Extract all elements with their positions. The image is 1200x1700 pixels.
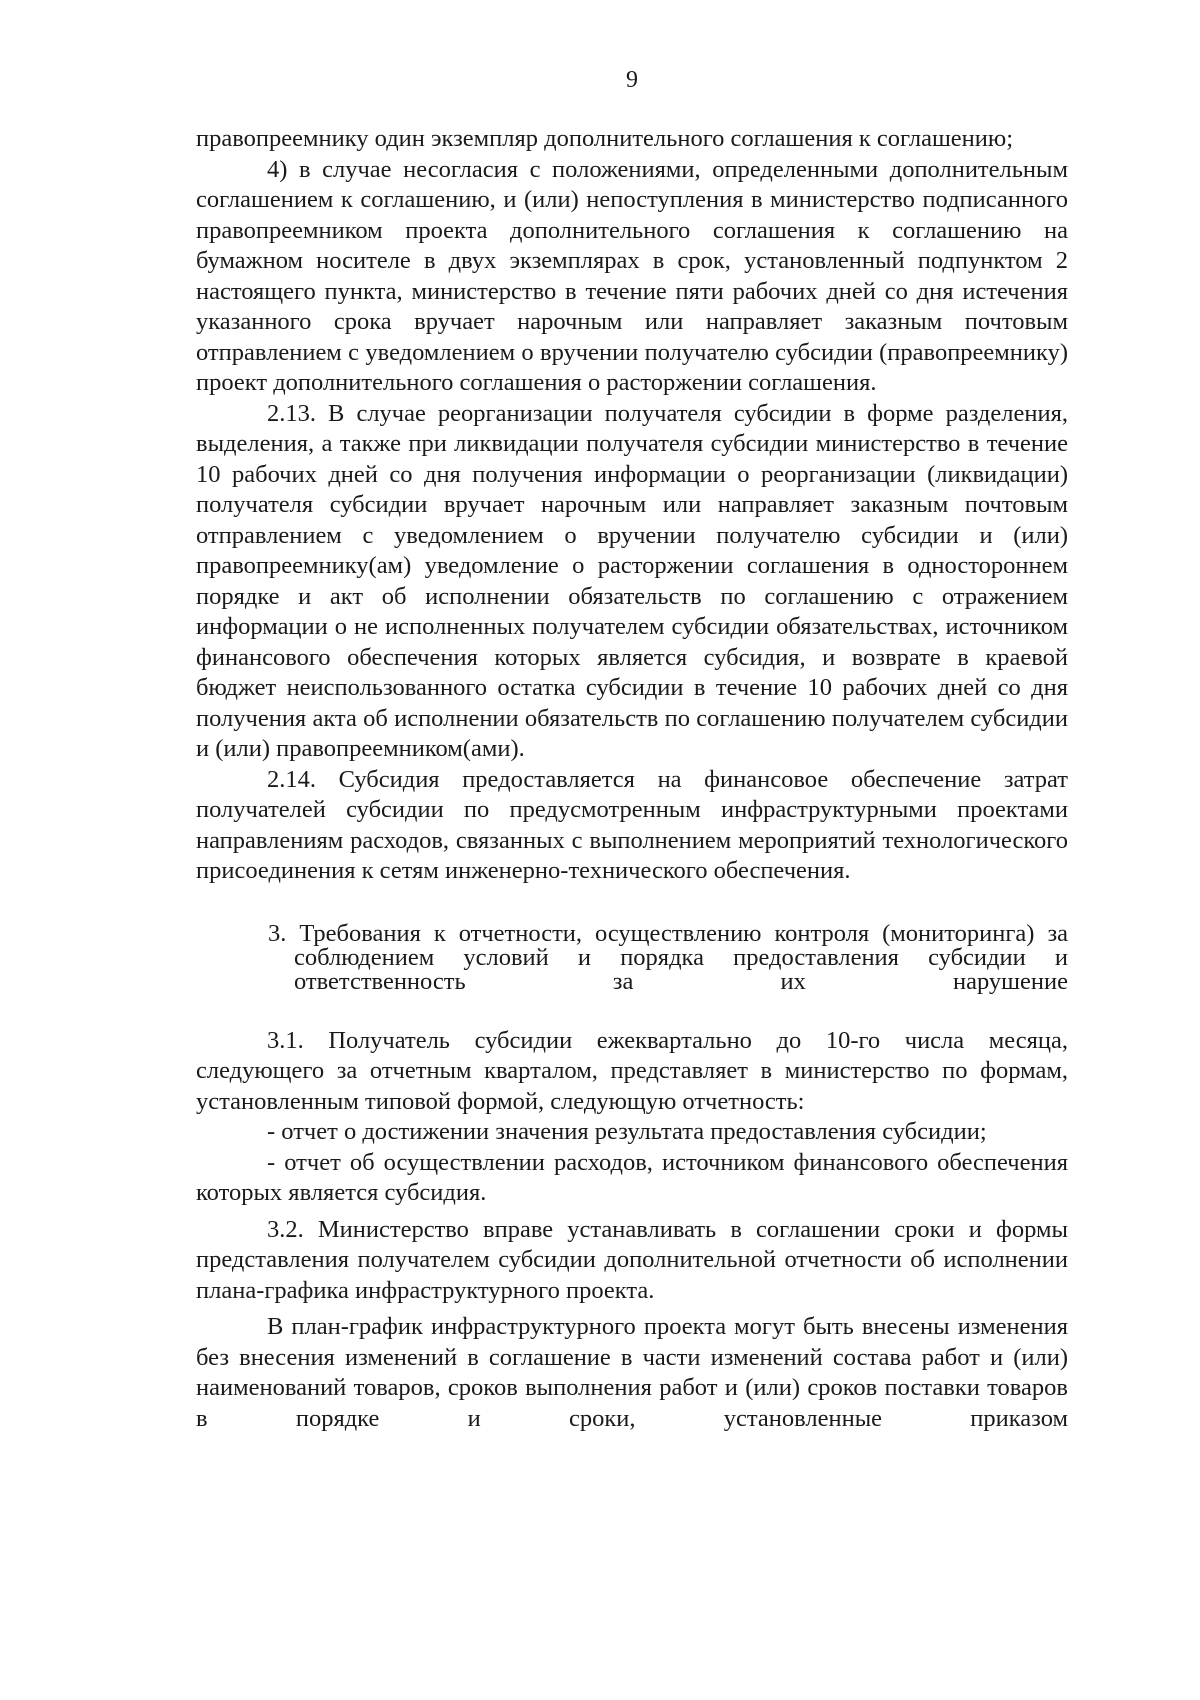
- section-heading-3: 3. Требования к отчетности, осуществлению контроля (мониторинга) за соблюдением условий и порядка предоставления субсидии и ответственность за их нарушение: [268, 919, 1068, 995]
- paragraph-2-13: 2.13. В случае реорганизации получателя субсидии в форме разделения, выделения, а также при ликвидации получателя субсидии министерство в течение 10 рабочих дней со дня получения информации о реорганизации (ликвидации) получателя субсидии вручает нарочным или направляет заказным почтовым отправлением с уведомлением о вручении получателю субсидии и (или) правопреемнику(ам) уведомление о расторжении соглашения в одностороннем порядке и акт об исполнении обязательств по соглашению с отражением информации о не исполненных получателем субсидии обязательствах, источником финансового обеспечения которых является субсидия, и возврате в краевой бюджет неиспользованного остатка субсидии в течение 10 рабочих дней со дня получения акта об исполнении обязательств по соглашению получателем субсидии и (или) правопреемником(ами).: [196, 399, 1068, 762]
- paragraph-3-2: 3.2. Министерство вправе устанавливать в соглашении сроки и формы представления получателем субсидии дополнительной отчетности об исполнении плана-графика инфраструктурного проекта.: [196, 1215, 1068, 1304]
- paragraph-item-4: 4) в случае несогласия с положениями, определенными дополнительным соглашением к соглашению, и (или) непоступления в министерство подписанного правопреемником проекта дополнительного соглашения к соглашению на бумажном носителе в двух экземплярах в срок, установленный подпунктом 2 настоящего пункта, министерство в течение пяти рабочих дней со дня истечения указанного срока вручает нарочным или направляет заказным почтовым отправлением с уведомлением о вручении получателю субсидии (правопреемнику) проект дополнительного соглашения о расторжении соглашения.: [196, 155, 1068, 396]
- document-body: [196, 124, 1068, 1434]
- paragraph-continuation: правопреемнику один экземпляр дополнительного соглашения к соглашению;: [196, 125, 1014, 152]
- paragraph-3-1: 3.1. Получатель субсидии ежеквартально до 10-го числа месяца, следующего за отчетным кварталом, представляет в министерство по формам, установленным типовой формой, следующую отчетность:: [196, 1026, 1068, 1115]
- list-item-report-expenses: - отчет об осуществлении расходов, источником финансового обеспечения которых является субсидия.: [196, 1148, 1068, 1206]
- paragraph-2-14: 2.14. Субсидия предоставляется на финансовое обеспечение затрат получателей субсидии по предусмотренным инфраструктурными проектами направлениям расходов, связанных с выполнением мероприятий технологического присоединения к сетям инженерно-технического обеспечения.: [196, 765, 1068, 884]
- paragraph-plan-schedule: В план-график инфраструктурного проекта могут быть внесены изменения без внесения изменений в соглашение в части изменений состава работ и (или) наименований товаров, сроков выполнения работ и (или) сроков поставки товаров в порядке и сроки, установленные приказом: [196, 1313, 1068, 1432]
- page-number: 9: [626, 67, 638, 93]
- list-item-report-result: - отчет о достижении значения результата предоставления субсидии;: [267, 1118, 987, 1145]
